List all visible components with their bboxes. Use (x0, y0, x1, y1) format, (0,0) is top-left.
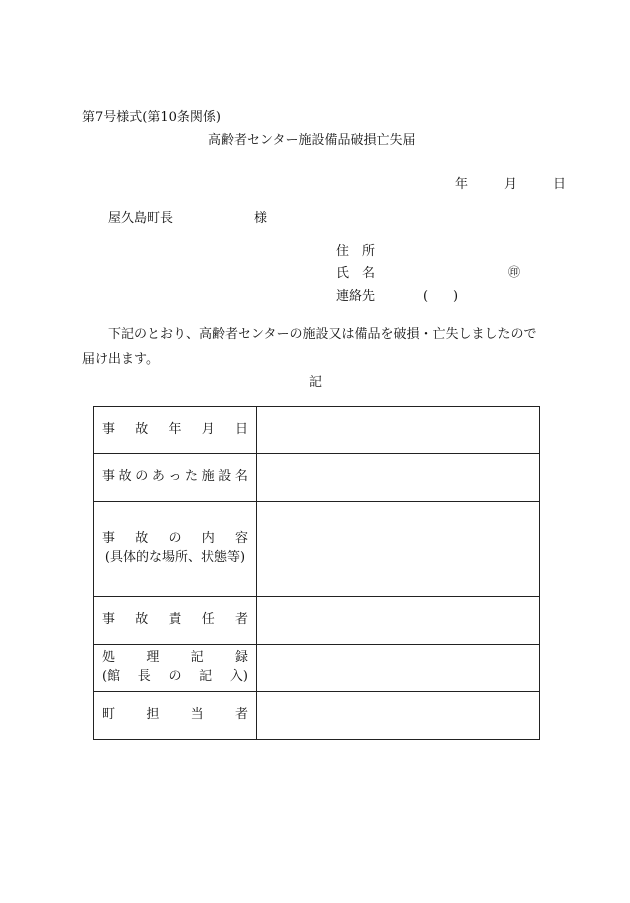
value-incident-details[interactable] (257, 502, 540, 597)
date-line (455, 178, 566, 191)
seal-mark: ㊞ (508, 265, 521, 279)
form-number: 第7号様式(第10条関係) (82, 110, 221, 125)
table-row (94, 645, 540, 692)
table-row (94, 502, 540, 597)
body-text: 下記のとおり、高齢者センターの施設又は備品を破損・亡失しましたので届け出ます。 (82, 327, 537, 367)
label-char: 事 (102, 612, 116, 628)
label-char: 容 (234, 531, 248, 547)
label-char: 者 (234, 612, 248, 628)
value-incident-date[interactable] (257, 407, 540, 454)
ki-heading: 記 (309, 375, 323, 390)
label-char: 処 (102, 650, 116, 666)
honorific: 様 (254, 211, 268, 226)
label-incident-date (94, 407, 257, 454)
label-char: 入) (229, 669, 248, 684)
label-char: あ (151, 469, 165, 485)
label-char: 設 (218, 469, 232, 485)
name-label: 氏 名 (336, 266, 376, 281)
label-incident-details (94, 502, 257, 597)
label-char: 記 (199, 669, 213, 684)
label-town-staff (94, 692, 257, 740)
date-month: 月 (504, 177, 518, 192)
label-char: 日 (234, 421, 248, 437)
address-label: 住 所 (336, 244, 376, 259)
label-char: (館 (102, 669, 121, 684)
contact-label: 連絡先 (336, 289, 376, 304)
label-char: 故 (135, 421, 149, 437)
table-row (94, 407, 540, 454)
label-char: 施 (201, 469, 215, 485)
label-char: の (168, 531, 182, 547)
label-char: 責 (168, 612, 182, 628)
incident-table (93, 406, 540, 740)
label-char: 長 (137, 669, 151, 684)
label-facility-name (94, 454, 257, 502)
label-char: た (185, 469, 199, 485)
label-char: 事 (102, 421, 116, 437)
addressee: 屋久島町長 (108, 211, 174, 226)
label-char: 事 (102, 469, 116, 485)
label-subtext: (具体的な場所、状態等) (104, 550, 246, 565)
label-char: 記 (190, 650, 204, 666)
label-char: の (168, 669, 182, 684)
label-char: 故 (135, 531, 149, 547)
label-responsible-person (94, 597, 257, 645)
date-year: 年 (455, 177, 469, 192)
label-char: 録 (234, 650, 248, 666)
label-char: 月 (201, 421, 215, 437)
label-char: 者 (234, 707, 248, 723)
value-processing-record[interactable] (257, 645, 540, 692)
label-char: 当 (190, 707, 204, 723)
label-char: 町 (102, 707, 116, 723)
label-char: 事 (102, 531, 116, 547)
label-char: 名 (234, 469, 248, 485)
label-char: 担 (146, 707, 160, 723)
table-row (94, 454, 540, 502)
value-facility-name[interactable] (257, 454, 540, 502)
label-char: 理 (146, 650, 160, 666)
contact-paren-open: ( (423, 289, 429, 304)
label-char: 任 (201, 612, 215, 628)
label-char: っ (168, 469, 182, 485)
label-char: 故 (118, 469, 132, 485)
value-town-staff[interactable] (257, 692, 540, 740)
label-char: 故 (135, 612, 149, 628)
label-char: 年 (168, 421, 182, 437)
date-day: 日 (553, 177, 567, 192)
label-char: 内 (201, 531, 215, 547)
table-row (94, 597, 540, 645)
label-processing-record (94, 645, 257, 692)
label-char: の (135, 469, 149, 485)
contact-paren-close: ) (453, 289, 459, 304)
value-responsible-person[interactable] (257, 597, 540, 645)
table-row (94, 692, 540, 740)
form-title: 高齢者センター施設備品破損亡失届 (208, 133, 416, 148)
